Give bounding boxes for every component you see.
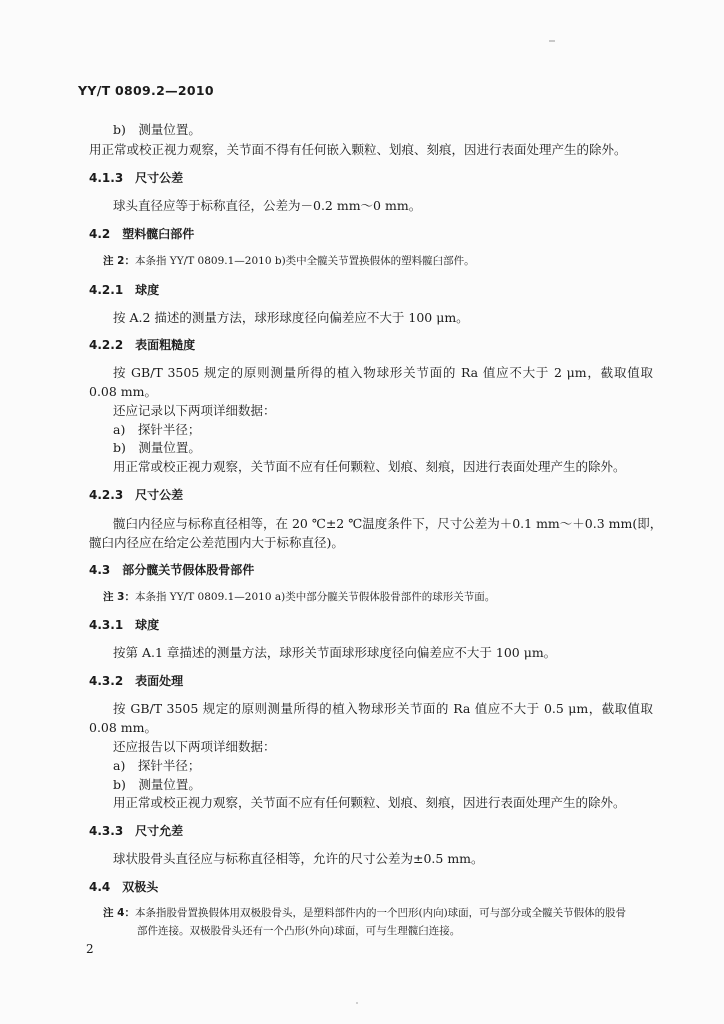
section-heading-4-4: 4.4 双极头	[89, 880, 159, 894]
section-heading-4-2-1: 4.2.1 球度	[89, 283, 160, 297]
page-number: 2	[86, 942, 94, 956]
note-3	[103, 589, 495, 604]
paragraph-cont: 0.08 mm。	[89, 720, 158, 735]
paragraph-cont: 髋臼内径应在给定公差范围内大于标称直径)。	[89, 535, 344, 550]
note-4	[103, 905, 626, 920]
section-heading-4-3-2: 4.3.2 表面处理	[89, 674, 184, 688]
scan-speck	[549, 40, 555, 42]
paragraph: 用正常或校正视力观察，关节面不应有任何颗粒、划痕、刻痕，因进行表面处理产生的除外。	[113, 795, 626, 810]
paragraph: 球头直径应等于标称直径，公差为－0.2 mm～0 mm。	[113, 198, 422, 213]
list-item: a) 探针半径；	[113, 758, 201, 773]
note-label: 注 2：	[103, 255, 135, 267]
paragraph: 用正常或校正视力观察，关节面不得有任何嵌入颗粒、划痕、刻痕，因进行表面处理产生的除外。	[89, 142, 627, 157]
list-item: b) 测量位置。	[113, 440, 201, 455]
note-label: 注 4：	[103, 907, 135, 919]
paragraph: 按 GB/T 3505 规定的原则测量所得的植入物球形关节面的 Ra 值应不大于 2 μm，截取值取	[113, 365, 653, 380]
section-heading-4-1-3: 4.1.3 尺寸公差	[89, 171, 184, 185]
paragraph: 按 GB/T 3505 规定的原则测量所得的植入物球形关节面的 Ra 值应不大于 0.5 μm，截取值取	[113, 701, 653, 716]
note-4-cont: 部件连接。双极股骨头还有一个凸形(外向)球面，可与生理髋臼连接。	[137, 925, 461, 937]
paragraph: 还应记录以下两项详细数据：	[113, 403, 276, 418]
section-heading-4-3-3: 4.3.3 尺寸允差	[89, 824, 184, 838]
section-heading-4-2-3: 4.2.3 尺寸公差	[89, 488, 184, 502]
paragraph: 还应报告以下两项详细数据：	[113, 739, 276, 754]
document-header: YY/T 0809.2—2010	[78, 83, 214, 98]
section-heading-4-2: 4.2 塑料髋臼部件	[89, 227, 195, 241]
paragraph: 髋臼内径应与标称直径相等，在 20 ℃±2 ℃温度条件下，尺寸公差为＋0.1 mm～＋0.3 mm(即，	[113, 516, 663, 531]
section-heading-4-3-1: 4.3.1 球度	[89, 618, 160, 632]
note-2	[103, 253, 475, 268]
list-item: b) 测量位置。	[113, 122, 201, 137]
paragraph: 按第 A.1 章描述的测量方法，球形关节面球形球度径向偏差应不大于 100 μm。	[113, 645, 557, 660]
paragraph: 按 A.2 描述的测量方法，球形球度径向偏差应不大于 100 μm。	[113, 310, 469, 325]
note-label: 注 3：	[103, 591, 135, 603]
note-text: 本条指 YY/T 0809.1—2010 a)类中部分髋关节假体股骨部件的球形关节面。	[134, 591, 496, 603]
paragraph: 用正常或校正视力观察，关节面不应有任何颗粒、划痕、刻痕，因进行表面处理产生的除外。	[113, 459, 626, 474]
list-item: a) 探针半径；	[113, 422, 201, 437]
section-heading-4-2-2: 4.2.2 表面粗糙度	[89, 338, 196, 352]
note-text: 本条指 YY/T 0809.1—2010 b)类中全髋关节置换假体的塑料髋臼部件。	[134, 255, 475, 267]
note-text: 本条指股骨置换假体用双极股骨头，是塑料部件内的一个凹形(内向)球面，可与部分或全髋关节假体的股骨	[134, 907, 627, 919]
paragraph: 球状股骨头直径应与标称直径相等，允许的尺寸公差为±0.5 mm。	[113, 851, 484, 866]
section-heading-4-3: 4.3 部分髋关节假体股骨部件	[89, 563, 255, 577]
list-item: b) 测量位置。	[113, 777, 201, 792]
scan-speck	[356, 1002, 358, 1004]
paragraph-cont: 0.08 mm。	[89, 384, 158, 399]
